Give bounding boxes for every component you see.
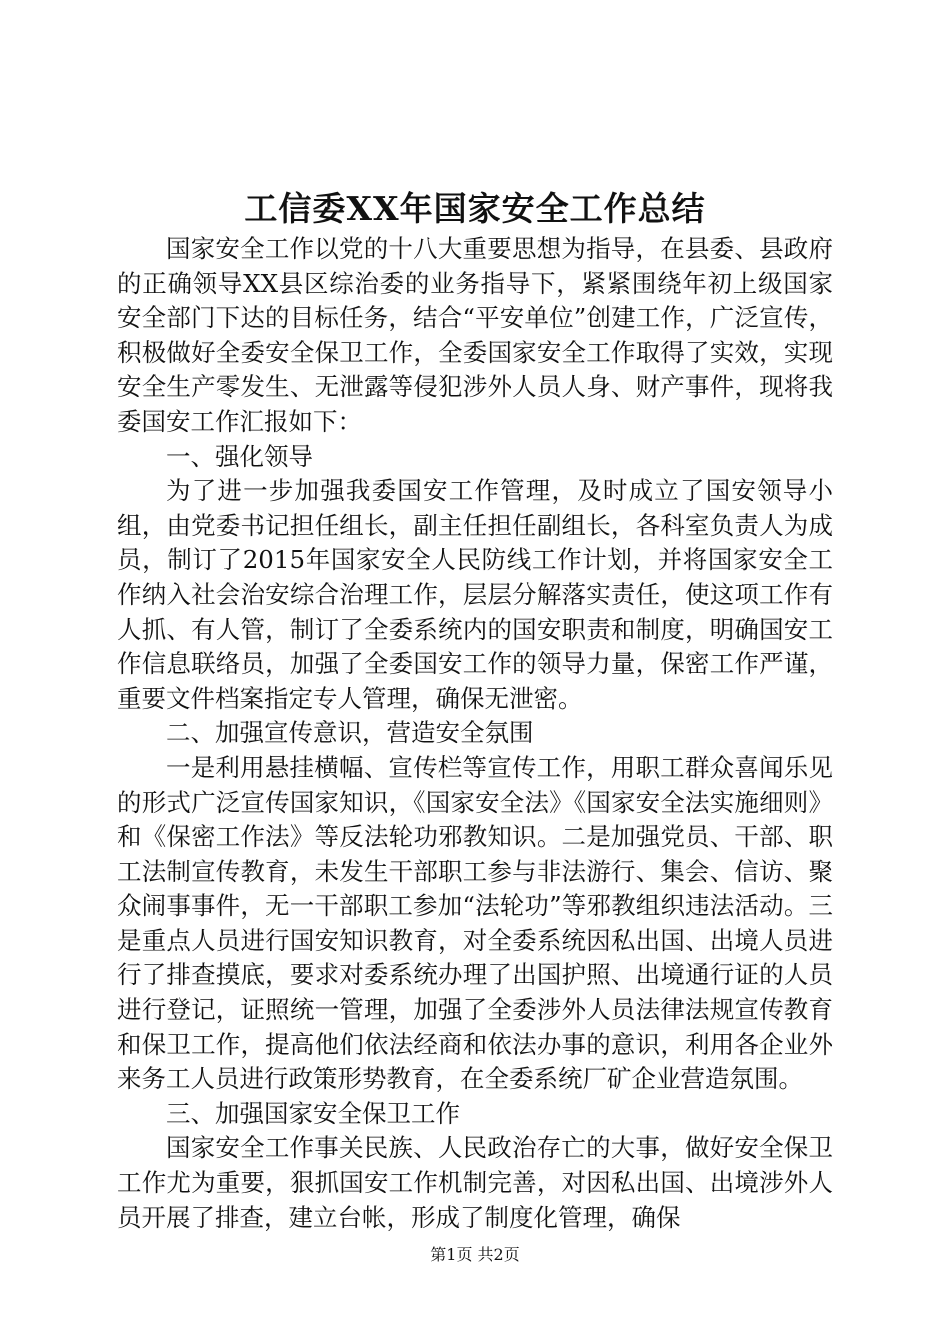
section-heading-2: 二、加强宣传意识，营造安全氛围 — [166, 718, 534, 748]
paragraph-intro: 国家安全工作以党的十八大重要思想为指导，在县委、县政府的正确领导XX县区综治委的业务指导下，紧紧围绕年初上级国家安全部门下达的目标任务，结合“平安单位”创建工作，广泛宣传，积极做好全委安全保卫工作，全委国家安全工作取得了实效，实现安全生产零发生、无泄露等侵犯涉外人员人身、财产事件，现将我委国安工作汇报如下： — [117, 234, 833, 436]
paragraph-section-3: 国家安全工作事关民族、人民政治存亡的大事，做好安全保卫工作尤为重要，狠抓国安工作机制完善，对因私出国、出境涉外人员开展了排查，建立台帐，形成了制度化管理，确保 — [117, 1133, 833, 1232]
section-heading-1: 一、强化领导 — [166, 441, 313, 471]
paragraph-section-2: 一是利用悬挂横幅、宣传栏等宣传工作，用职工群众喜闻乐见的形式广泛宣传国家知识，《国家安全法》《国家安全法实施细则》和《保密工作法》等反法轮功邪教知识。二是加强党员、干部、职工法制宣传教育，未发生干部职工参与非法游行、集会、信访、聚众闹事事件，无一干部职工参加“法轮功”等邪教组织违法活动。三是重点人员进行国安知识教育，对全委系统因私出国、出境人员进行了排查摸底，要求对委系统办理了出国护照、出境通行证的人员进行登记，证照统一管理，加强了全委涉外人员法律法规宣传教育和保卫工作，提高他们依法经商和依法办事的意识，利用各企业外来务工人员进行政策形势教育，在全委系统厂矿企业营造氛围。 — [117, 752, 833, 1094]
section-heading-3: 三、加强国家安全保卫工作 — [166, 1098, 460, 1128]
document-title: 工信委XX年国家安全工作总结 — [244, 189, 706, 228]
page-footer: 第1页 共2页 — [430, 1245, 520, 1264]
document-body — [117, 232, 833, 1235]
paragraph-section-1: 为了进一步加强我委国安工作管理，及时成立了国安领导小组，由党委书记担任组长，副主任担任副组长，各科室负责人为成员，制订了2015年国家安全人民防线工作计划，并将国家安全工作纳入社会治安综合治理工作，层层分解落实责任，使这项工作有人抓、有人管，制订了全委系统内的国安职责和制度，明确国安工作信息联络员，加强了全委国安工作的领导力量，保密工作严谨，重要文件档案指定专人管理，确保无泄密。 — [117, 476, 833, 713]
